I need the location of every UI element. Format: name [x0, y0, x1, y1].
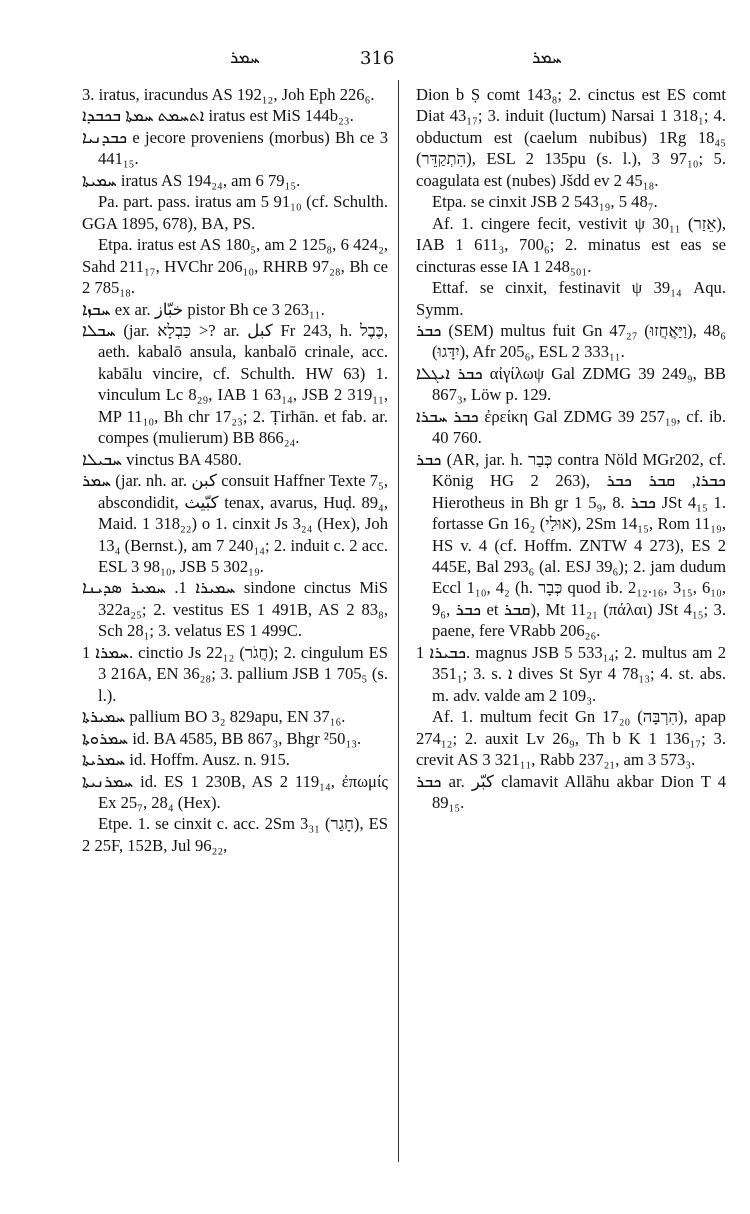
dictionary-entry: ܚܡܪ (jar. nh. ar. كبن consuit Haffner Texte 7₅, abscondidit, كبّيث tenax, avarus, Huḍ. 89₄, Maid. 1 318₂₂) o 1. cinxit Js 3₂₄ (Hex), Joh 13₄ (Bernst.), am 7 240₁₄; 2. induit c. 2 acc. ESL 3 98₁₀, JSB 5 302₁₉. — [82, 471, 388, 576]
header-left-word: ܚܡܪ — [230, 48, 260, 68]
dictionary-entry: ܚܡܪܘܬܐ id. BA 4585, BB 867₃, Bhgr ²50₁₃. — [82, 728, 362, 748]
left-column — [82, 84, 388, 856]
dictionary-entry: ܟܒܪ ܐܝܓܠܐ αἰγίλωψ Gal ZDMG 39 249₉, BB 867₃, Löw p. 129. — [416, 363, 726, 405]
dictionary-entry: ܐܬܚܡܬ ܚܡܬܐ ܒܟܒܕܐ iratus est MiS 144b₂₃. — [82, 106, 354, 126]
dictionary-entry: ܟܒܪ (AR, jar. h. כְּבַר contra Nöld MGr202, cf. König HG 2 263), ܟܒܪܐ, ܩܒܪ ܟܒܪ Hierotheus in Bh gr 1 5₉, 8. ܟܒܪ JSt 4₁₅ 1. fortasse Gn 16₂ (אוּלַי), 2Sm 14₁₅, Rom 11₁₉, HS v. 4 (cf. Hoffm. ZNTW 4 273), ES 2 445E, Bal 293₆ (al. ESJ 39₆); 2. jam dudum Eccl 1₁₀, 4₂ (h. כְּבָר quod ib. 2₁₂.₁₆, 3₁₅, 6₁₀, 9₆, ܟܒܪ et ܩܒܪ), Mt 11₂₁ (πάλαι) JSt 4₁₅; 3. paene, fere VRabb 206₂₆. — [416, 449, 726, 641]
dictionary-entry: ܚܒܝܠܐ vinctus BA 4580. — [82, 449, 242, 469]
dictionary-entry: ܟܒܪ ܚܒܪܐ ἐρείκη Gal ZDMG 39 257₁₉, cf. ib. 40 760. — [416, 406, 727, 448]
dictionary-entry: Etpe. 1. se cinxit c. acc. 2Sm 3₃₁ (חָגַר), ES 2 25F, 152B, Jul 96₂₂, — [82, 814, 388, 855]
dictionary-entry: Af. 1. multum fecit Gn 17₂₀ (הִרְבָּה), apap 274₁₂; 2. auxit Lv 26₉, Th b K 1 136₁₇; 3. crevit AS 3 321₁₁, Rabb 237₂₁, am 3 573₃. — [416, 707, 726, 770]
header-right-word: ܚܡܪ — [532, 48, 562, 68]
dictionary-entry: ܟܒܕܢܝܐ e jecore proveniens (morbus) Bh ce 3 441₁₅. — [82, 127, 388, 169]
dictionary-entry: Pa. part. pass. iratus am 5 91₁₀ (cf. Schulth. GGA 1895, 678), BA, PS. — [82, 192, 388, 233]
column-divider — [398, 80, 399, 1162]
dictionary-entry: Af. 1. cingere fecit, vestivit ψ 30₁₁ (אֵזַר), IAB 1 611₃, 700₆; 2. minatus est eas se cincturas esse IA 1 248₅₀₁. — [416, 213, 726, 276]
dictionary-entry: Etpa. se cinxit JSB 2 543₁₉, 5 48₇. — [432, 192, 658, 212]
dictionary-entry: 3. iratus, iracundus AS 192₁₂, Joh Eph 226₆. — [82, 85, 375, 104]
right-column — [416, 84, 726, 813]
dictionary-entry: ܚܡܝܬܐ iratus AS 194₂₄, am 6 79₁₅. — [82, 170, 301, 190]
page-number: 316 — [360, 48, 395, 69]
dictionary-entry: ܚܡܪܐ 1. cinctio Js 22₁₂ (חֲגֹר); 2. cingulum ES 3 216A, EN 36₂₈; 3. pallium JSB 1 705₅ (s. l.). — [82, 642, 388, 705]
dictionary-entry: ܟܒܪ (SEM) multus fuit Gn 47₂₇ (וַיַּאֲחֲזוּ), 48₆ (יִדָּגוּ), Afr 205₆, ESL 2 333₁₁. — [416, 320, 726, 362]
dictionary-entry: ܚܒܠܐ (jar. כַּבְלָא >? ar. كبل Fr 243, h. כֶּבֶל, aeth. kabalō ansula, kanbalō crinale, acc. kabālu vincire, cf. Schulth. HW 63) 1. vinculum Lc 8₂₉, IAB 1 63₁₄, JSB 2 319₁₁, MP 11₁₀, Bh chr 17₂₃; 2. Ṭirhān. et fab. ar. compes (mulierum) BB 866₂₄. — [82, 320, 389, 448]
dictionary-entry: Etpa. iratus est AS 180₅, am 2 125₈, 6 424₂, Sahd 211₁₇, HVChr 206₁₀, RHRB 97₂₈, Bh ce 2 785₁₈. — [82, 235, 388, 298]
dictionary-entry: ܚܡܪܢܝܬܐ id. ES 1 230B, AS 2 119₁₄, ἐπωμίς Ex 25₇, 28₄ (Hex). — [82, 771, 388, 812]
dictionary-entry: ܚܒܙܐ ex ar. خبّاز pistor Bh ce 3 263₁₁. — [82, 299, 325, 319]
page-header — [70, 48, 690, 74]
dictionary-entry: ܟܒܝܪܐ 1. magnus JSB 5 533₁₄; 2. multus am 2 351₁; 3. s. ܐ dives St Syr 4 78₁₃; 4. st. abs. m. adv. valde am 2 109₃. — [416, 642, 726, 705]
dictionary-entry: ܚܡܪܝܬܐ id. Hoffm. Ausz. n. 915. — [82, 750, 290, 770]
dictionary-entry: ܚܡܝܪܐ 1. ܚܡܝܪ ܣܕܝܢܐ sindone cinctus MiS 322a₂₅; 2. vestitus ES 1 491B, AS 2 83₈, Sch 28₁; 3. velatus ES 1 499C. — [82, 578, 388, 641]
dictionary-entry: ܚܡܝܪܬܐ pallium BO 3₂ 829apu, EN 37₁₆. — [82, 707, 346, 727]
dictionary-entry: Ettaf. se cinxit, festinavit ψ 39₁₄ Aqu. Symm. — [416, 278, 726, 319]
dictionary-entry: ܟܒܪ ar. كبّر clamavit Allāhu akbar Dion T 4 89₁₅. — [416, 771, 726, 812]
dictionary-entry: Dion b Ṣ comt 143₈; 2. cinctus est ES comt Diat 43₁₇; 3. induit (luctum) Narsai 1 318₁; 4. obductum est (caelum nubibus) 1Rg 18₄₅ (הִתְקַדֵּר), ESL 2 135pu (s. l.), 3 97₁₀; 5. coagulata est (nubes) Jšdd ev 2 45₁₈. — [416, 85, 726, 190]
